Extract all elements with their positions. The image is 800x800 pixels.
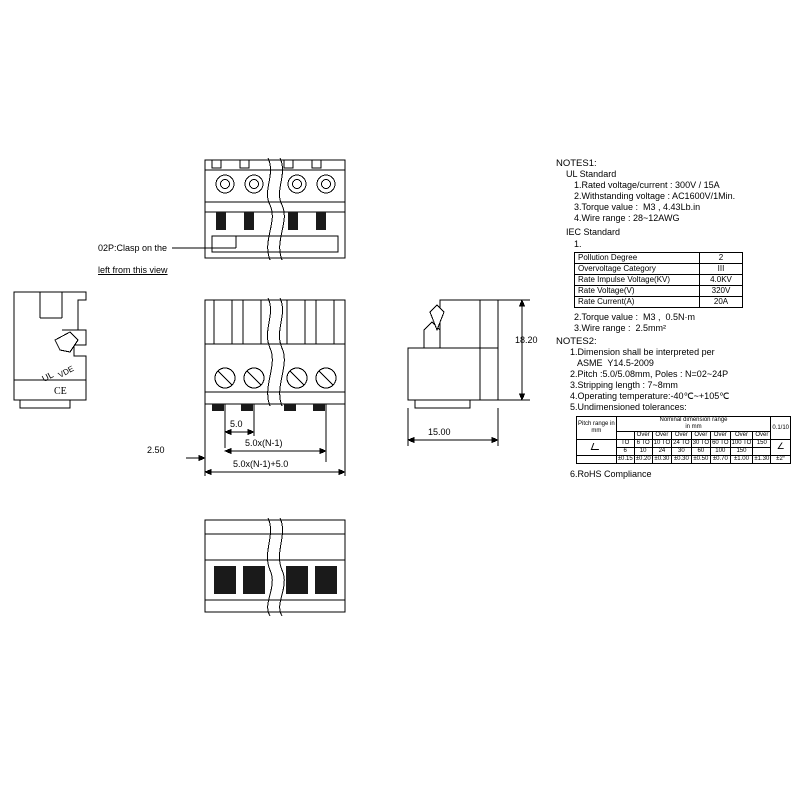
left-side-view (14, 292, 86, 408)
table-row (577, 440, 791, 448)
tol-col1-header (577, 417, 617, 440)
iec-row-label: Rate Voltage(V) (575, 286, 700, 297)
tol-range-mid: TO (616, 440, 634, 448)
ul-item: 2.Withstanding voltage : AC1600V/1Min. (574, 191, 736, 201)
notes2-list (556, 347, 796, 413)
tol-range-top: Over (652, 432, 671, 440)
ul-item: 1.Rated voltage/current : 300V / 15A (574, 180, 720, 190)
bottom-view (205, 518, 345, 616)
tol-range-top: Over (753, 432, 771, 440)
tol-col2-header-line1: Nominal dimension range (659, 417, 728, 423)
tol-range-mid: 60 TO (712, 440, 729, 446)
notes1-title: NOTES1: (556, 158, 597, 169)
tol-col2-header-line2: in mm (685, 424, 702, 430)
tol-range-mid: 10 TO (653, 440, 671, 446)
tol-col2-header (616, 417, 771, 432)
tol-range-top: Over (730, 432, 753, 440)
iec-extra-list (556, 312, 796, 334)
tol-range-top: Over (691, 432, 710, 440)
notes2-title: NOTES2: (556, 336, 597, 347)
iec-row-label: Rate Impulse Voltage(KV) (575, 275, 700, 286)
tol-range-bot: 30 (672, 448, 691, 456)
tol-value: ±1.30 (754, 456, 770, 462)
ul-item: 4.Wire range : 28~12AWG (574, 213, 680, 223)
tol-range-top: Over (672, 432, 691, 440)
tol-range-mid: 100 TO (731, 440, 752, 446)
tol-range-mid: 30 TO (692, 440, 710, 446)
iec-standard-heading: IEC Standard (566, 227, 621, 237)
right-side-view (408, 300, 498, 408)
ul-standard-heading: UL Standard (566, 169, 617, 179)
notes-panel (556, 158, 796, 480)
iec-row-value: 320V (700, 286, 743, 297)
tol-value: ±0.50 (691, 456, 710, 464)
dim-total: 5.0x(N-1)+5.0 (233, 459, 289, 469)
tol-value: ±0.20 (635, 456, 651, 462)
tol-col1-header-line2: mm (591, 428, 602, 434)
dim-edge-offset: 2.50 (147, 445, 165, 455)
notes2-item: 4.Operating temperature:-40℃~+105℃ (570, 391, 730, 401)
top-view (205, 158, 345, 260)
angle-icon: ∠ (776, 441, 785, 451)
iec-row-value: 20A (700, 297, 743, 308)
tol-value: ±0.15 (617, 456, 633, 462)
clasp-note-line1: 02P:Clasp on the (98, 243, 168, 253)
svg-text:VDE: VDE (56, 364, 76, 380)
table-row (575, 286, 743, 297)
table-row (577, 456, 791, 464)
table-row (575, 275, 743, 286)
clasp-note (88, 232, 168, 287)
tolerance-table (576, 416, 791, 464)
iec-row-label: Pollution Degree (575, 253, 700, 264)
svg-text:CE: CE (54, 386, 67, 397)
tol-range-top: Over (634, 432, 652, 440)
notes2-item: 1.Dimension shall be interpreted per (570, 347, 715, 357)
tol-range-mid: 150 (753, 440, 771, 448)
clasp-note-line2: left from this view (98, 265, 168, 275)
tol-blank (577, 456, 617, 464)
notes2-last-item: 6.RoHS Compliance (570, 469, 652, 479)
tol-range-bot: 6 (616, 448, 634, 456)
iec-item: 2.Torque value : M3 , 0.5N·m (574, 312, 696, 322)
iec-item: 3.Wire range : 2.5mm² (574, 323, 667, 333)
iec-table-number: 1. (574, 239, 582, 249)
tol-range-mid: 6 TO (634, 440, 652, 448)
tol-range-top (616, 432, 634, 440)
iec-row-value: 4.0KV (700, 275, 743, 286)
tol-range-top: Over (711, 432, 730, 440)
dim-pitch: 5.0 (230, 419, 243, 429)
notes2-item: 3.Stripping length : 7~8mm (570, 380, 678, 390)
angle-symbol-cell (771, 440, 791, 456)
tol-value: ±0.70 (711, 456, 730, 464)
dim-span: 5.0x(N-1) (245, 438, 283, 448)
tol-range-bot: 24 (652, 448, 671, 456)
tol-angle-value: ±2° (771, 456, 791, 464)
tol-value: ±0.30 (672, 456, 691, 464)
iec-row-value: 2 (700, 253, 743, 264)
iec-row-label: Rate Current(A) (575, 297, 700, 308)
table-row (575, 264, 743, 275)
tol-value: ±1.00 (730, 456, 753, 464)
table-row (575, 297, 743, 308)
front-view (205, 298, 345, 411)
tol-range-bot: 150 (730, 448, 753, 456)
tol-col1-header-line1: Pitch range in (578, 421, 615, 427)
tol-ratio: 0.1/10 (771, 417, 791, 440)
notes2-item: 5.Undimensioned tolerances: (570, 402, 687, 412)
ul-standard-list (556, 180, 796, 224)
tol-range-bot: 60 (691, 448, 710, 456)
tol-symbol-cell (577, 440, 617, 456)
tol-range-bot: 100 (711, 448, 730, 456)
iec-row-label: Overvoltage Category (575, 264, 700, 275)
notes2-item: 2.Pitch :5.0/5.08mm, Poles : N=02~24P (570, 369, 729, 379)
notes2-item: ASME Y14.5-2009 (570, 358, 654, 368)
table-row (575, 253, 743, 264)
dim-height: 18.20 (515, 335, 538, 345)
tol-value: ±0.30 (652, 456, 671, 464)
ul-item: 3.Torque value : M3 , 4.43Lb.in (574, 202, 701, 212)
tol-range-bot: 10 (634, 448, 652, 456)
tol-range-mid: 24 TO (673, 440, 690, 446)
dim-depth: 15.00 (428, 427, 451, 437)
parallelogram-icon (591, 443, 602, 450)
svg-text:UL: UL (40, 369, 56, 384)
iec-row-value: III (700, 264, 743, 275)
iec-parameter-table (574, 252, 743, 308)
table-row (577, 417, 791, 432)
tol-range-bot (753, 448, 771, 456)
